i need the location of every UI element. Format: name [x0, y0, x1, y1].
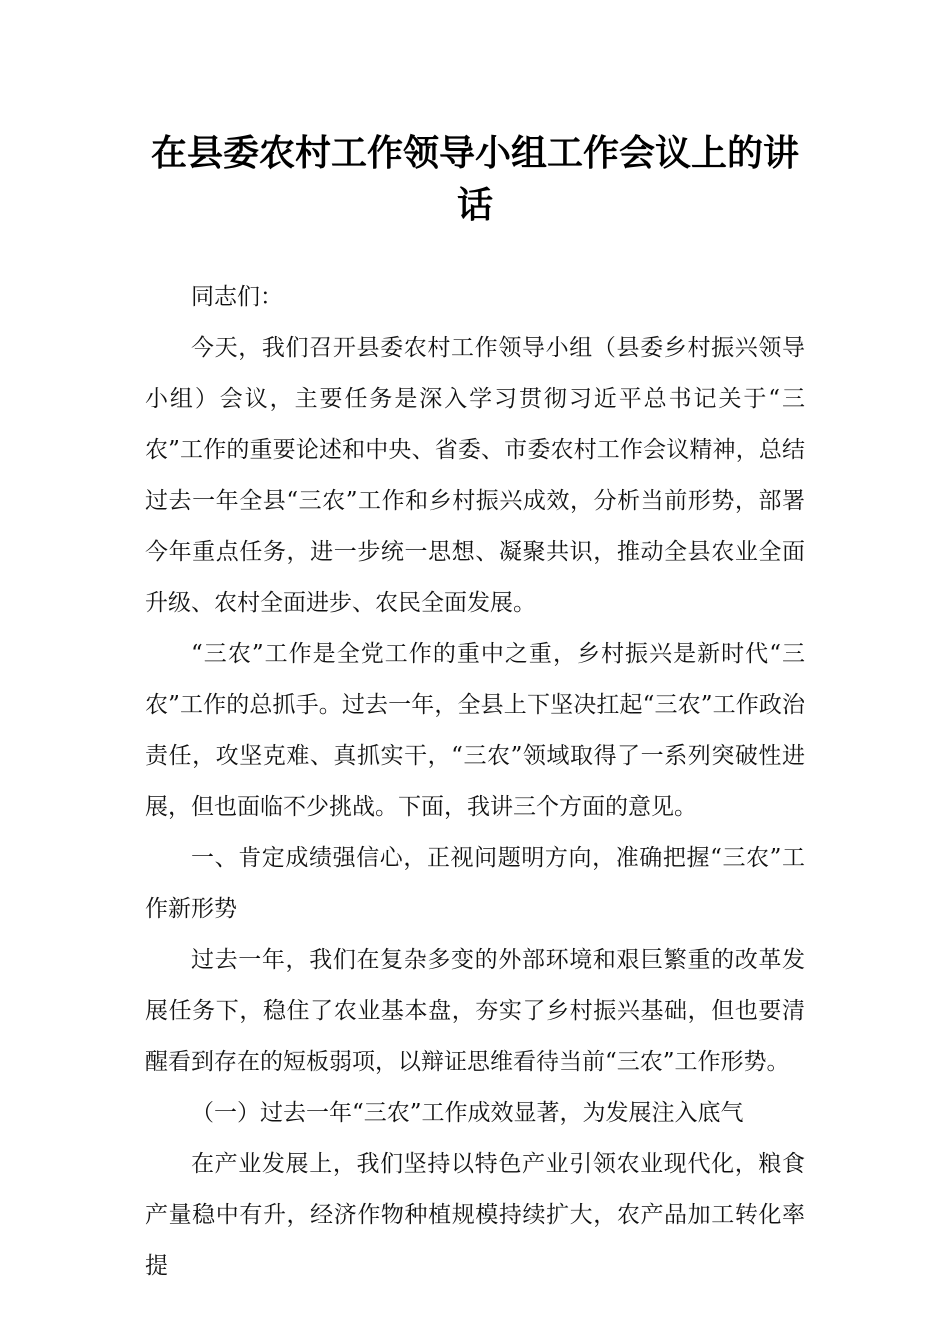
paragraph-industry: 在产业发展上，我们坚持以特色产业引领农业现代化，粮食产量稳中有升，经济作物种植规模持续扩大，农产品加工转化率提: [145, 1151, 805, 1279]
document-title: 在县委农村工作领导小组工作会议上的讲话: [150, 133, 799, 226]
paragraph-context: “三农”工作是全党工作的重中之重，乡村振兴是新时代“三农”工作的总抓手。过去一年，全县上下坚决扛起“三农”工作政治责任，攻坚克难、真抓实干，“三农”领域取得了一系列突破性进展，但也面临不少挑战。下面，我讲三个方面的意见。: [145, 641, 805, 820]
salutation: 同志们：: [191, 284, 283, 310]
subsection-heading-1: （一）过去一年“三农”工作成效显著，为发展注入底气: [191, 1100, 744, 1126]
paragraph-opening: 今天，我们召开县委农村工作领导小组（县委乡村振兴领导小组）会议，主要任务是深入学习贯彻习近平总书记关于“三农”工作的重要论述和中央、省委、市委农村工作会议精神，总结过去一年全县“三农”工作和乡村振兴成效，分析当前形势，部署今年重点任务，进一步统一思想、凝聚共识，推动全县农业全面升级、农村全面进步、农民全面发展。: [145, 335, 805, 616]
section-heading-1: 一、肯定成绩强信心，正视问题明方向，准确把握“三农”工作新形势: [145, 845, 805, 922]
paragraph-review: 过去一年，我们在复杂多变的外部环境和艰巨繁重的改革发展任务下，稳住了农业基本盘，夯实了乡村振兴基础，但也要清醒看到存在的短板弱项，以辩证思维看待当前“三农”工作形势。: [145, 947, 805, 1075]
document-body: [145, 272, 805, 1292]
